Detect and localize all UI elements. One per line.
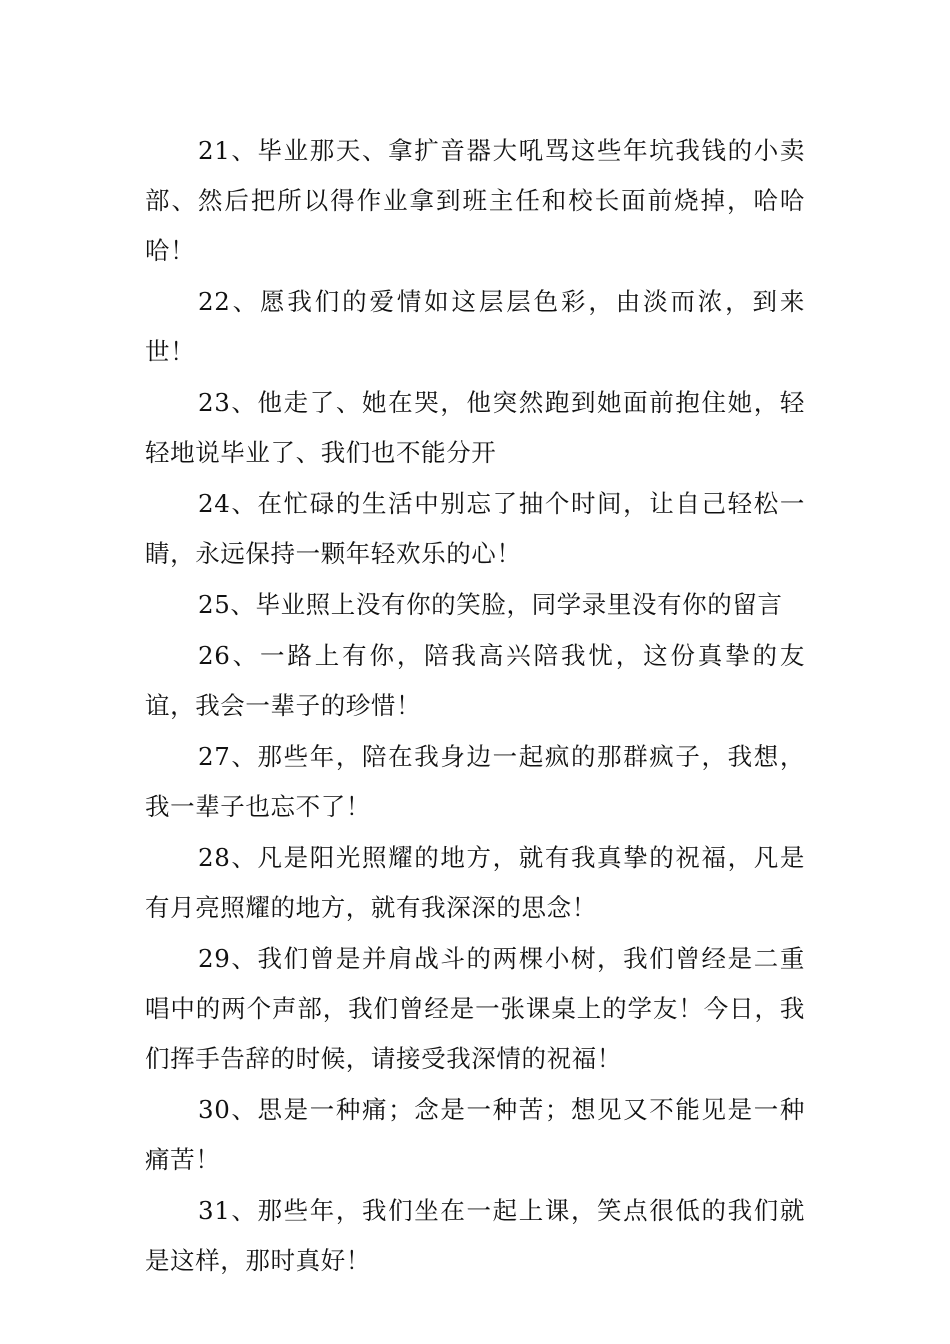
paragraph-26: 26、一路上有你，陪我高兴陪我忧，这份真挚的友谊，我会一辈子的珍惜！ bbox=[145, 641, 805, 720]
paragraph-30: 30、思是一种痛；念是一种苦；想见又不能见是一种痛苦！ bbox=[145, 1095, 805, 1174]
paragraph-21: 21、毕业那天、拿扩音器大吼骂这些年坑我钱的小卖部、然后把所以得作业拿到班主任和校长面前烧掉，哈哈哈！ bbox=[145, 136, 805, 265]
document-body bbox=[145, 126, 805, 1287]
paragraph-27: 27、那些年，陪在我身边一起疯的那群疯子，我想，我一辈子也忘不了！ bbox=[145, 742, 805, 821]
paragraph-22: 22、愿我们的爱情如这层层色彩，由淡而浓，到来世！ bbox=[145, 287, 805, 366]
paragraph-25: 25、毕业照上没有你的笑脸，同学录里没有你的留言 bbox=[198, 590, 783, 619]
paragraph-24: 24、在忙碌的生活中别忘了抽个时间，让自己轻松一睛，永远保持一颗年轻欢乐的心！ bbox=[145, 489, 805, 568]
paragraph-23: 23、他走了、她在哭，他突然跑到她面前抱住她，轻轻地说毕业了、我们也不能分开 bbox=[145, 388, 805, 467]
paragraph-29: 29、我们曾是并肩战斗的两棵小树，我们曾经是二重唱中的两个声部，我们曾经是一张课桌上的学友！今日，我们挥手告辞的时候，请接受我深情的祝福！ bbox=[145, 944, 805, 1073]
paragraph-28: 28、凡是阳光照耀的地方，就有我真挚的祝福，凡是有月亮照耀的地方，就有我深深的思念！ bbox=[145, 843, 805, 922]
paragraph-31: 31、那些年，我们坐在一起上课，笑点很低的我们就是这样，那时真好！ bbox=[145, 1196, 805, 1275]
